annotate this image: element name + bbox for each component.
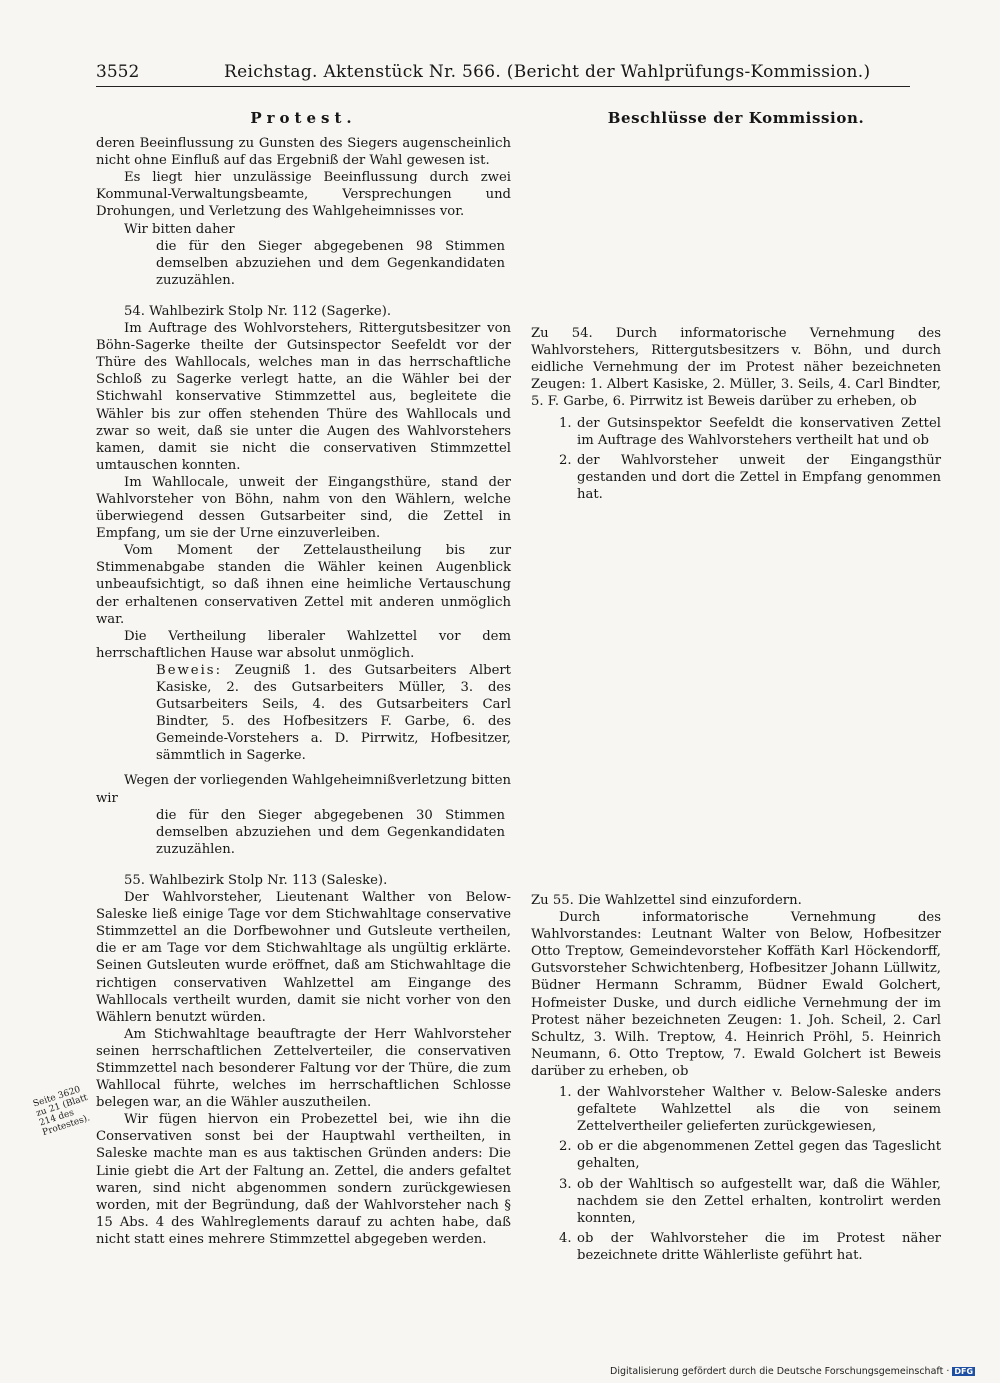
page-header [96, 62, 906, 84]
zu-54-text: Durch informatorische Vernehmung des Wahlvorstehers, Rittergutsbesitzers v. Böhn, und durch eidliche Vernehmung der im Protest näher bezeichneten Zeugen: 1. Albert Kasiske, 2. Müller, 3. Seils, 4. Carl Bindter, 5. F. Garbe, 6. Pirrwitz ist Beweis darüber zu erheben, ob [531, 326, 941, 410]
paragraph: deren Beeinflussung zu Gunsten des Siegers augenscheinlich nicht ohne Einfluß auf das Ergebniß der Wahl gewesen ist. [96, 136, 511, 169]
commission-column [531, 110, 941, 506]
evidence-text: Zeugniß 1. des Gutsarbeiters Albert Kasiske, 2. des Gutsarbeiters Müller, 3. des Gutsarbeiters Seils, 4. des Gutsarbeiters Carl Bindter, 5. des Hofbesitzers F. Garbe, 6. des Gemeinde-Vorstehers a. D. Pirrwitz, Hofbesitzer, sämmtlich in Sagerke. [156, 662, 511, 764]
list-item: 4. ob der Wahlvorsteher die im Protest näher bezeichnete dritte Wählerliste geführt hat. [559, 1230, 941, 1263]
paragraph: Wegen der vorliegenden Wahlgeheimnißverletzung bitten wir [96, 773, 511, 806]
running-title: Reichstag. Aktenstück Nr. 566. (Bericht der Wahlprüfungs-Kommission.) [224, 62, 871, 82]
list-item: 2. der Wahlvorsteher unweit der Eingangsthür gestanden und dort die Zettel in Empfang genommen hat. [559, 452, 941, 502]
protest-column [96, 110, 511, 1248]
page-number: 3552 [96, 62, 140, 82]
zu-54-list [531, 415, 941, 503]
list-item: 2. ob er die abgenommenen Zettel gegen das Tageslicht gehalten, [559, 1139, 941, 1172]
paragraph: Durch informatorische Vernehmung des Wahlvorstandes: Leutnant Walter von Below, Hofbesitzer Otto Treptow, Gemeindevorsteher Koffäth Karl Höckendorff, Gutsvorsteher Schwichtenberg, Hofbesitzer Johann Lüllwitz, Büdner Hermann Schramm, Büdner Ewald Golchert, Hofmeister Duske, und durch eidliche Vernehmung der im Protest näher bezeichneten Zeugen: 1. Joh. Scheil, 2. Carl Schultz, 3. Wilh. Treptow, 4. Heinrich Pröhl, 5. Heinrich Neumann, 6. Otto Treptow, 7. Ewald Golchert ist Beweis darüber zu erheben, ob [531, 910, 941, 1079]
paragraph: Der Wahlvorsteher, Lieutenant Walther von Below-Saleske ließ einige Tage vor dem Stichwahltage conservative Stimmzettel an die Dorfbewohner und Gutsleute vertheilen, die er am Tage vor dem Stichwahltage als ungültig erklärte. Seinen Gutsleuten wurde eröffnet, daß am Stichwahltage die richtigen conservativen Wahlzettel am Eingange des Wahllocals vertheilt wurden, damit sie nicht vorher von den Wählern benutzt würden. [96, 890, 511, 1025]
footer-credit [610, 1366, 975, 1377]
list-item: 1. der Gutsinspektor Seefeldt die konservativen Zettel im Auftrage des Wahlvorstehers vertheilt hat und ob [559, 415, 941, 448]
request-block: die für den Sieger abgegebenen 30 Stimmen demselben abzuziehen und dem Gegenkandidaten zuzuzählen. [156, 807, 505, 857]
zu-55-section [531, 892, 941, 1267]
paragraph: Wir bitten daher [124, 221, 235, 237]
section-55-title: 55. Wahlbezirk Stolp Nr. 113 (Saleske). [124, 872, 388, 888]
section-54-title: 54. Wahlbezirk Stolp Nr. 112 (Sagerke). [124, 303, 392, 319]
paragraph: Wir fügen hiervon ein Probezettel bei, wie ihn die Conservativen sonst bei der Hauptwahl vertheilten, in Saleske machte man es aus taktischen Gründen anders: Die Linie giebt die Art der Faltung an. Zettel, die anders gefaltet waren, sind nicht abgenommen sondern zurückgewiesen worden, mit der Begründung, daß der Wahlvorsteher nach § 15 Abs. 4 des Wahlreglements darauf zu achten habe, daß nicht statt eines mehrere Stimmzettel abgegeben werden. [96, 1112, 511, 1247]
list-item: 3. ob der Wahltisch so aufgestellt war, daß die Wähler, nachdem sie den Zettel erhalten, kontrolirt werden konnten, [559, 1176, 941, 1226]
paragraph: Im Auftrage des Wohlvorstehers, Rittergutsbesitzer von Böhn-Sagerke theilte der Gutsinspector Seefeldt vor der Thüre des Wahllocals, welches man in das herrschaftliche Schloß zu Sagerke verlegt hatte, an die Wähler bei der Stichwahl konservative Stimmzettel aus, begleitete die Wähler bis zur offen stehenden Thüre des Wahllocals und zwar so weit, daß sie unter die Augen des Wahlvorstehers kamen, damit sie nicht die conservativen Stimmzettel umtauschen konnten. [96, 321, 511, 473]
zu-54-block [531, 325, 941, 410]
dfg-logo: DFG [954, 1367, 974, 1376]
request-block: die für den Sieger abgegebenen 98 Stimmen demselben abzuziehen und dem Gegenkandidaten zuzuzählen. [156, 238, 505, 288]
zu-55-block: Zu 55. Die Wahlzettel sind einzufordern. [531, 893, 802, 908]
zu-54-label: Zu 54. [531, 326, 593, 342]
protest-heading: Protest. [250, 109, 357, 127]
margin-note: Seite 3620 zu 21 (Blatt 214 des Protestes). [32, 1084, 92, 1139]
header-rule [96, 86, 910, 87]
footer-text: Digitalisierung gefördert durch die Deutsche Forschungsgemeinschaft · [610, 1366, 950, 1377]
list-item: 1. der Wahlvorsteher Walther v. Below-Saleske anders gefaltete Wahlzettel als die von seinem Zettelvertheiler gelieferten zurückgewiesen, [559, 1085, 941, 1135]
paragraph: Die Vertheilung liberaler Wahlzettel vor dem herrschaftlichen Hause war absolut unmöglich. [96, 628, 511, 661]
commission-heading: Beschlüsse der Kommission. [607, 109, 865, 127]
evidence-label: Beweis: [156, 662, 223, 678]
paragraph: Am Stichwahltage beauftragte der Herr Wahlvorsteher seinen herrschaftlichen Zettelverteiler, die conservativen Stimmzettel nach besonderer Faltung vor der Thüre, die zum Wahllocal führte, welches im herrschaftlichen Schlosse belegen war, an die Wähler auszutheilen. [96, 1026, 511, 1111]
paragraph: Vom Moment der Zettelaustheilung bis zur Stimmenabgabe standen die Wähler keinen Augenblick unbeaufsichtigt, so daß ihnen eine heimliche Vertauschung der erhaltenen conservativen Zettel mit anderen unmöglich war. [96, 543, 511, 627]
zu-55-label: Zu 55. [531, 893, 574, 908]
zu-55-list [531, 1084, 941, 1264]
evidence-block [156, 662, 511, 765]
paragraph: Es liegt hier unzulässige Beeinflussung durch zwei Kommunal-Verwaltungsbeamte, Versprechungen und Drohungen, und Verletzung des Wahlgeheimnisses vor. [96, 170, 511, 220]
paragraph: Im Wahllocale, unweit der Eingangsthüre, stand der Wahlvorsteher von Böhn, nahm von den Wählern, welche überwiegend dessen Gutsarbeiter sind, die Zettel in Empfang, um sie der Urne einzuverleiben. [96, 474, 511, 542]
